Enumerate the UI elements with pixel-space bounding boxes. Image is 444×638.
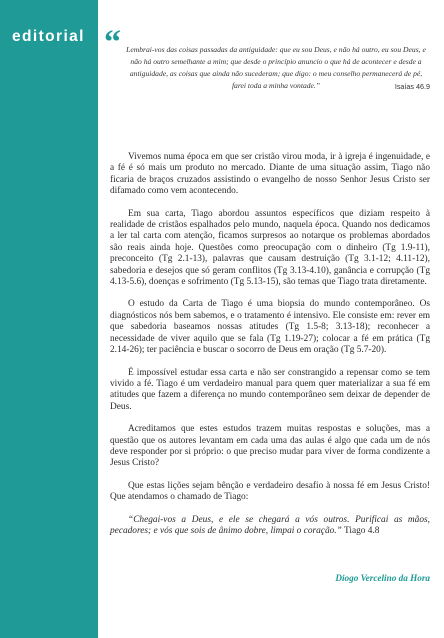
side-band xyxy=(0,0,98,638)
epigraph-text: Lembrai-vos das coisas passadas da antiguidade: que eu sou Deus, e não há outro, eu sou Deus, e não há outro semelhante a mim; que desde o princípio anuncio o que há de acontecer e desde a antiguidade, as coisas que ainda não sucederam; que digo: o meu conselho permanecerá de pé, farei toda a minha vontade.” xyxy=(126,45,426,90)
closing-quote-reference: Tiago 4.8 xyxy=(344,525,380,536)
paragraph: Acreditamos que estes estudos trazem muitas respostas e soluções, mas a questão que os autores levantam em cada uma das aulas é algo que cada um de nós deve responder por si próprio: o que preciso mudar para viver de forma condizente a Jesus Cristo? xyxy=(110,424,430,469)
epigraph-reference: Isaías 46.9 xyxy=(394,82,430,91)
paragraph: É impossível estudar essa carta e não ser constrangido a repensar como se tem vivido a fé. Tiago é um verdadeiro manual para quem quer materializar a sua fé em atitudes que fazem a diferença no mundo contemporâneo sem deixar de depender de Deus. xyxy=(110,367,430,412)
closing-quote-text: “Chegai-vos a Deus, e ele se chegará a vós outros. Purificai as mãos, pecadores; e vós que sois de ânimo dobre, limpai o coração.” xyxy=(110,514,430,536)
paragraph: O estudo da Carta de Tiago é uma biopsia do mundo contemporâneo. Os diagnósticos nós bem sabemos, e o tratamento é intensivo. Ele consiste em: rever em que sabedoria baseamos nossas atitudes (Tg 1.5-8; 3.13-18); reconhecer a necessidade de viver aquilo que se fala (Tg 1.19-27); colocar a fé em prática (Tg 2.14-26); ter paciência e buscar o socorro de Deus em oração (Tg 5.7-20). xyxy=(110,299,430,356)
quote-mark-icon: “ xyxy=(104,24,121,61)
editorial-body xyxy=(110,152,430,551)
closing-quote xyxy=(110,515,430,538)
paragraph: Vivemos numa época em que ser cristão virou moda, ir à igreja é ingenuidade, e a fé é só mais um produto no mercado. Diante de uma situação assim, Tiago não ficaria de braços cruzados assistindo o evangelho de nosso Senhor Jesus Cristo ser difamado como vem acontecendo. xyxy=(110,152,430,197)
paragraph: Que estas lições sejam bênção e verdadeiro desafio à nossa fé em Jesus Cristo! Que atendamos o chamado de Tiago: xyxy=(110,480,430,503)
section-label: editorial xyxy=(12,28,85,45)
author-signature: Diogo Vercelino da Hora xyxy=(335,573,430,583)
paragraph: Em sua carta, Tiago abordou assuntos específicos que diziam respeito à realidade de cristãos espalhados pelo mundo, naquela época. Quando nos dedicamos a ler tal carta com atenção, ficamos surpresos ao notarque os problemas abordados são reais ainda hoje. Questões como preocupação com o dinheiro (Tg 1.9-11), preconceito (Tg 2.1-13), palavras que causam destruição (Tg 3.1-12; 4.11-12), sabedoria e desejos que só geram conflitos (Tg 3.13-4.10), ganância e corrupção (Tg 4.13-5.6), doenças e sofrimento (Tg 5.13-15), são temas que Tiago trata diretamente. xyxy=(110,208,430,288)
